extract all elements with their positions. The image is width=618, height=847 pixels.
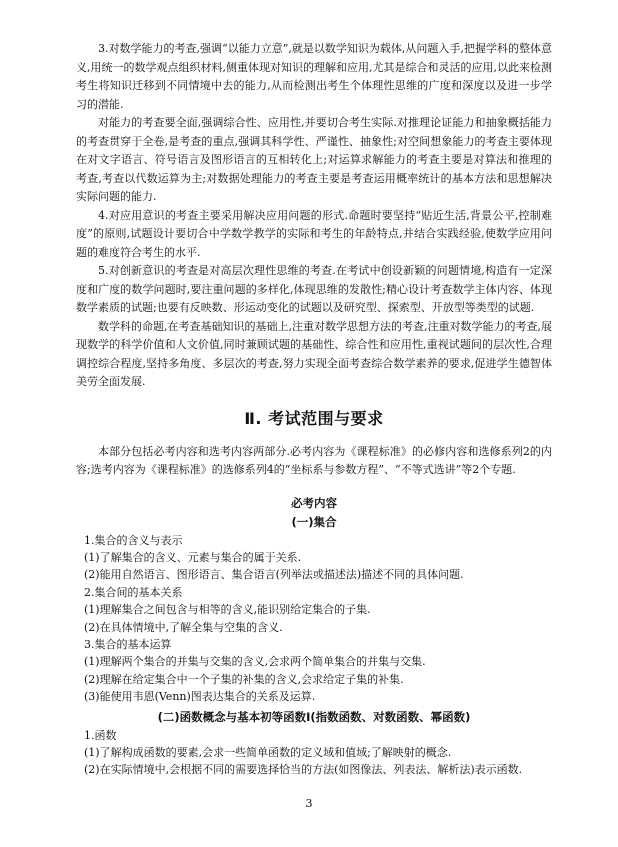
required-content-title: 必考内容 [291,495,337,510]
list-item: 1.集合的含义与表示 [84,533,183,547]
list-item: (2)在实际情境中,会根据不同的需要选择恰当的方法(如图像法、列表法、解析法)表示函数. [84,763,523,777]
functions-item-list [76,727,552,779]
list-item: (3)能使用韦恩(Venn)图表达集合的关系及运算. [84,690,316,704]
section-title: Ⅱ. 考试范围与要求 [244,408,384,428]
paragraph-math-ability: 3.对数学能力的考查,强调“以能力立意”,就是以数学知识为载体,从问题入手,把握学科的整体意义,用统一的数学观点组织材料,侧重体现对知识的理解和应用,尤其是综合和灵活的应用,以此来检测考生将知识迁移到不同情境中去的能力,从而检测出考生个体理性思维的广度和深度以及进一步学习的潜能. [76,42,552,111]
paragraph-proposition-summary: 数学科的命题,在考查基础知识的基础上,注重对数学思想方法的考查,注重对数学能力的考查,展现数学的科学价值和人文价值,同时兼顾试题的基础性、综合性和应用性,重视试题间的层次性,合理调控综合程度,坚持多角度、多层次的考查,努力实现全面考查综合数学素养的要求,促进学生德智体美劳全面发展. [76,319,552,388]
list-item: 2.集合间的基本关系 [84,585,183,599]
paragraph-ability-assessment: 对能力的考查要全面,强调综合性、应用性,并要切合考生实际.对推理论证能力和抽象概括能力的考查贯穿于全卷,是考查的重点,强调其科学性、严谨性、抽象性;对空间想象能力的考查主要体现在对文字语言、符号语言及图形语言的互相转化上;对运算求解能力的考查主要是对算法和推理的考查,考查以代数运算为主;对数据处理能力的考查主要是考查运用概率统计的基本方法和思想解决实际问题的能力. [76,116,552,203]
list-item: (2)理解在给定集合中一个子集的补集的含义,会求给定子集的补集. [84,672,404,686]
paragraph-application-awareness: 4.对应用意识的考查主要采用解决应用问题的形式.命题时要坚持“贴近生活,背景公平,控制难度”的原则,试题设计要切合中学数学教学的实际和考生的年龄特点,并结合实践经验,使数学应用问题的难度符合考生的水平. [76,208,552,259]
sets-item-list [76,532,552,706]
list-item: (1)理解集合之间包含与相等的含义,能识别给定集合的子集. [84,603,371,617]
list-item: 1.函数 [84,728,117,742]
list-item: (2)能用自然语言、图形语言、集合语言(列举法或描述法)描述不同的具体问题. [84,568,464,582]
list-item: (1)了解集合的含义、元素与集合的属于关系. [84,550,302,564]
paragraph-innovation-awareness: 5.对创新意识的考查是对高层次理性思维的考查.在考试中创设新颖的问题情境,构造有一定深度和广度的数学问题时,要注重问题的多样化,体现思维的发散性;精心设计考查数学主体内容、体现数学素质的试题;也要有反映数、形运动变化的试题以及研究型、探索型、开放型等类型的试题. [76,264,552,314]
subsection-sets-title: (一)集合 [291,514,337,529]
list-item: (2)在具体情境中,了解全集与空集的含义. [84,620,283,634]
list-item: (1)了解构成函数的要素,会求一些简单函数的定义域和值域;了解映射的概念. [84,745,452,759]
page-number: 3 [305,797,313,810]
subsection-functions-title: (二)函数概念与基本初等函数Ⅰ(指数函数、对数函数、幂函数) [157,709,471,724]
list-item: 3.集合的基本运算 [84,637,172,651]
page-content [76,40,552,779]
list-item: (1)理解两个集合的并集与交集的含义,会求两个简单集合的并集与交集. [84,655,426,669]
section-intro: 本部分包括必考内容和选考内容两部分.必考内容为《课程标准》的必修内容和选修系列2的内容;选考内容为《课程标准》的选修系列4的“坐标系与参数方程”、“不等式选讲”等2个专题. [76,444,552,476]
